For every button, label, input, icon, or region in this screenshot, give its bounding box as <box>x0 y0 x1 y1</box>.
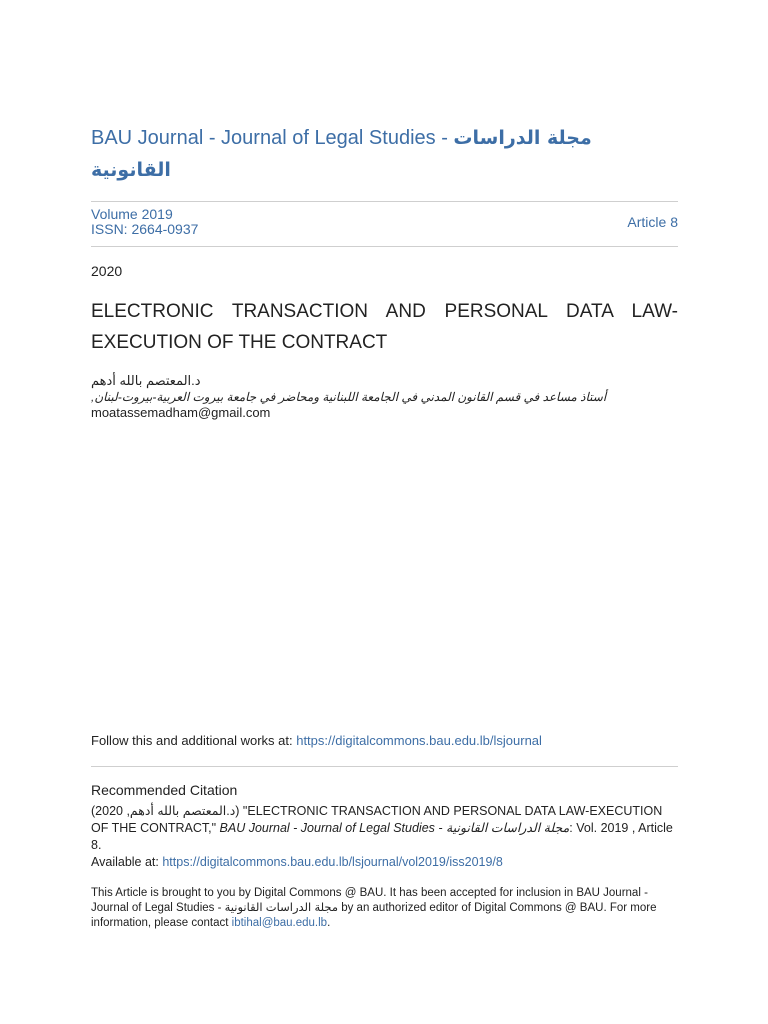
journal-title-english[interactable]: BAU Journal - Journal of Legal Studies - <box>91 127 454 149</box>
citation-vol-article: : Vol. 2019 , Article 8. <box>91 821 673 852</box>
divider-citation <box>91 766 678 767</box>
author-affiliation: أستاذ مساعد في قسم القانون المدني في الجامعة اللبنانية ومحاضر في جامعة بيروت العربية-بيروت-لبنان, <box>91 390 607 404</box>
author-block <box>91 373 678 421</box>
follow-text: Follow this and additional works at: <box>91 733 297 748</box>
issn-text: ISSN: 2664-0937 <box>91 221 199 237</box>
citation-title: "ELECTRONIC TRANSACTION AND PERSONAL DATA LAW-EXECUTION OF THE CONTRACT," <box>91 804 663 835</box>
divider-top <box>91 201 678 202</box>
footer-end: . <box>327 917 331 929</box>
article-number-link[interactable]: Article 8 <box>627 214 678 230</box>
author-name: د.المعتصم بالله أدهم <box>91 373 201 388</box>
volume-link[interactable]: Volume 2019 <box>91 206 173 222</box>
footer-text: This Article is brought to you by Digital Commons @ BAU. It has been accepted for inclusion in BAU Journal - Journal of Legal Studies - مجلة الدراسات القانونية by an authorized editor of Digital Commons @ BAU. For more information, please contact <box>91 887 657 929</box>
citation-available-link[interactable]: https://digitalcommons.bau.edu.lb/lsjournal/vol2019/iss2019/8 <box>162 855 503 869</box>
citation-journal: BAU Journal - Journal of Legal Studies - مجلة الدراسات القانونية <box>219 821 570 835</box>
publication-year: 2020 <box>91 263 123 279</box>
citation-available-label: Available at: <box>91 855 163 869</box>
follow-line <box>91 733 678 748</box>
divider-meta <box>91 246 678 247</box>
footer-notice <box>91 886 678 931</box>
journal-title[interactable] <box>91 122 678 186</box>
follow-link[interactable]: https://digitalcommons.bau.edu.lb/lsjournal <box>296 733 542 748</box>
author-email: moatassemadham@gmail.com <box>91 405 271 420</box>
contact-email-link[interactable]: ibtihal@bau.edu.lb <box>231 917 328 929</box>
journal-title-arabic[interactable]: مجلة الدراسات القانونية <box>91 127 592 181</box>
recommended-citation-heading: Recommended Citation <box>91 782 238 798</box>
volume-block <box>91 207 678 237</box>
citation-text <box>91 803 678 871</box>
citation-author-year: (د.المعتصم بالله أدهم, 2020) <box>91 804 240 818</box>
article-title: ELECTRONIC TRANSACTION AND PERSONAL DATA LAW-EXECUTION OF THE CONTRACT <box>91 301 678 353</box>
